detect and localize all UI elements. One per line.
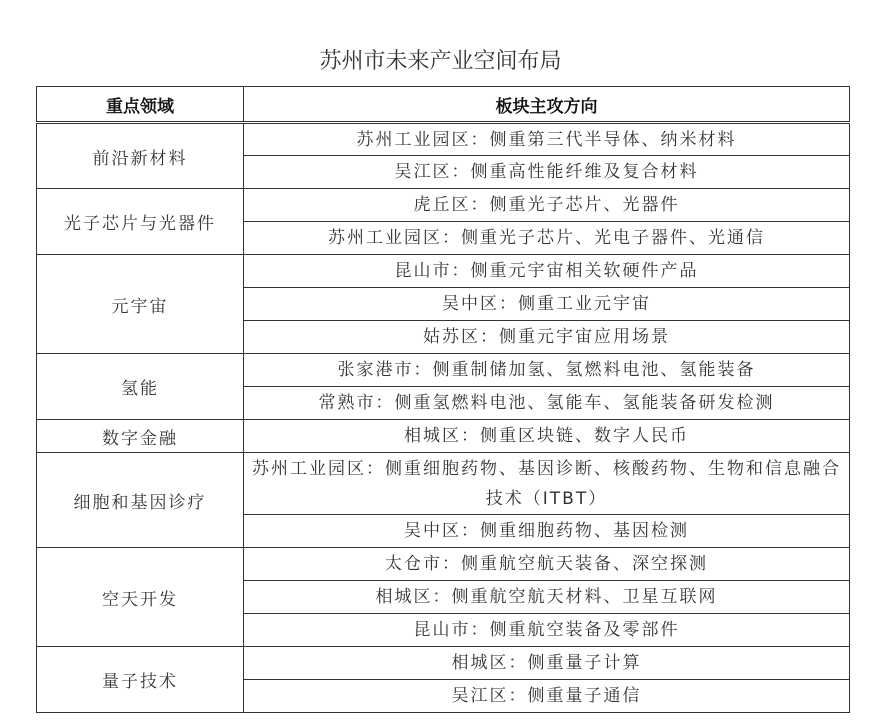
direction-cell: 相城区：侧重区块链、数字人民币 <box>244 420 850 453</box>
table-row <box>37 548 850 581</box>
direction-cell: 张家港市：侧重制储加氢、氢燃料电池、氢能装备 <box>244 354 850 387</box>
direction-cell: 相城区：侧重航空航天材料、卫星互联网 <box>244 581 850 614</box>
direction-cell: 相城区：侧重量子计算 <box>244 647 850 680</box>
direction-cell: 苏州工业园区：侧重第三代半导体、纳米材料 <box>244 123 850 156</box>
direction-cell: 吴江区：侧重量子通信 <box>244 680 850 713</box>
direction-cell: 吴中区：侧重细胞药物、基因检测 <box>244 515 850 548</box>
table-row <box>37 189 850 222</box>
table-header-row <box>37 87 850 123</box>
domain-cell: 空天开发 <box>37 548 244 647</box>
page-title: 苏州市未来产业空间布局 <box>319 49 562 74</box>
direction-cell: 太仓市：侧重航空航天装备、深空探测 <box>244 548 850 581</box>
domain-cell: 元宇宙 <box>37 255 244 354</box>
direction-cell: 昆山市：侧重航空装备及零部件 <box>244 614 850 647</box>
domain-cell: 量子技术 <box>37 647 244 713</box>
direction-cell: 虎丘区：侧重光子芯片、光器件 <box>244 189 850 222</box>
domain-cell: 数字金融 <box>37 420 244 453</box>
table-row <box>37 647 850 680</box>
direction-cell: 昆山市：侧重元宇宙相关软硬件产品 <box>244 255 850 288</box>
domain-cell: 细胞和基因诊疗 <box>37 453 244 548</box>
domain-cell: 氢能 <box>37 354 244 420</box>
direction-cell: 姑苏区：侧重元宇宙应用场景 <box>244 321 850 354</box>
table-row <box>37 354 850 387</box>
direction-cell: 常熟市：侧重氢燃料电池、氢能车、氢能装备研发检测 <box>244 387 850 420</box>
layout-table <box>36 86 850 713</box>
direction-cell: 苏州工业园区：侧重细胞药物、基因诊断、核酸药物、生物和信息融合技术（ITBT） <box>244 453 850 515</box>
domain-cell: 光子芯片与光器件 <box>37 189 244 255</box>
column-header-domain: 重点领域 <box>37 87 244 123</box>
direction-cell: 吴江区：侧重高性能纤维及复合材料 <box>244 156 850 189</box>
table-row <box>37 255 850 288</box>
table-row <box>37 420 850 453</box>
column-header-direction: 板块主攻方向 <box>244 87 850 123</box>
table-row <box>37 123 850 156</box>
direction-cell: 苏州工业园区：侧重光子芯片、光电子器件、光通信 <box>244 222 850 255</box>
table-row <box>37 453 850 515</box>
domain-cell: 前沿新材料 <box>37 123 244 189</box>
direction-cell: 吴中区：侧重工业元宇宙 <box>244 288 850 321</box>
